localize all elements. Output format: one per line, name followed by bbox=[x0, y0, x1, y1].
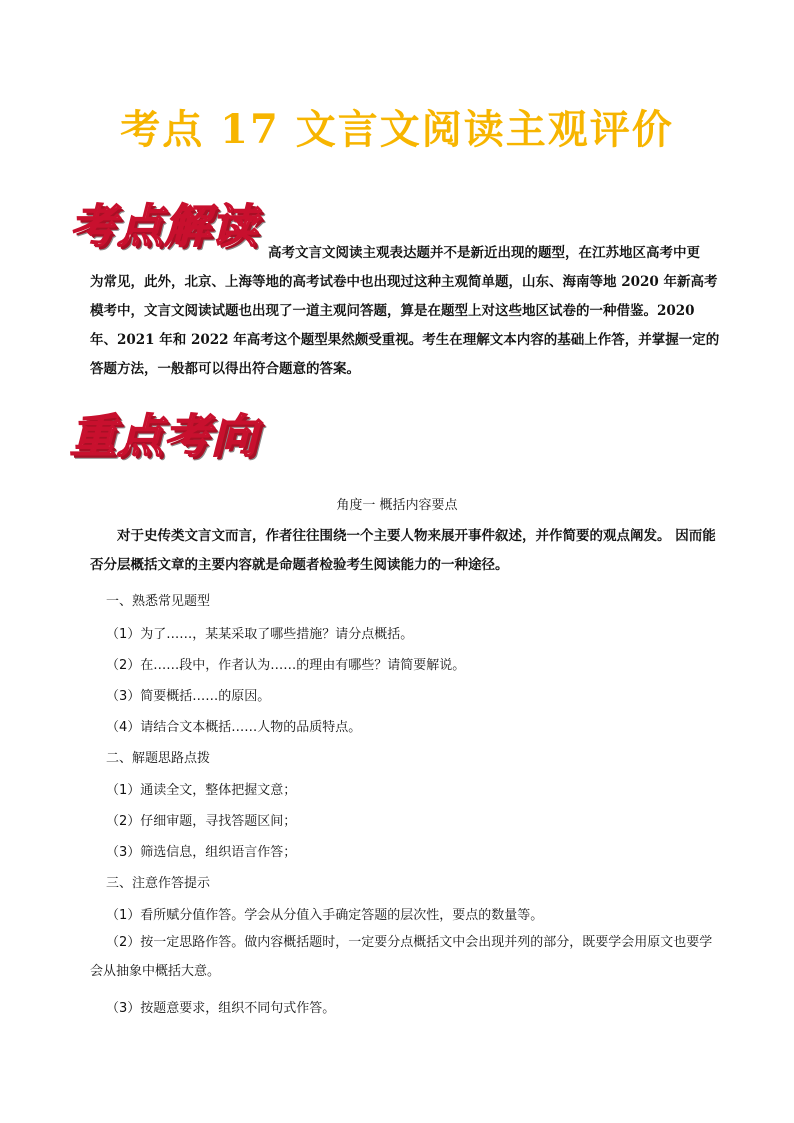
list-item: （1）通读全文，整体把握文意； bbox=[106, 783, 297, 798]
list-item: （1）看所赋分值作答。学会从分值入手确定答题的层次性，要点的数量等。 bbox=[106, 908, 544, 923]
list-item: （4）请结合文本概括……人物的品质特点。 bbox=[106, 720, 362, 735]
page-title: 考点 17 文言文阅读主观评价 bbox=[120, 106, 674, 153]
heading-approach: 二、解题思路点拨 bbox=[106, 751, 211, 766]
intro-first-line: 高考文言文阅读主观表达题并不是新近出现的题型，在江苏地区高考中更 bbox=[268, 245, 700, 261]
list-item: （3）筛选信息，组织语言作答； bbox=[106, 845, 297, 860]
list-item: （3）简要概括……的原因。 bbox=[106, 689, 271, 704]
list-item: （2）在……段中，作者认为……的理由有哪些？请简要解说。 bbox=[106, 658, 466, 673]
intro-paragraph: 为常见，此外，北京、上海等地的高考试卷中也出现过这种主观简单题，山东、海南等地 2020 年新高考模考中，文言文阅读试题也出现了一道主观问答题，算是在题型上对这些地区试卷的一种借鉴。2020 年、2021 年和 2022 年高考这个题型果然颇受重视。考生在理解文本内容的基础上作答，并掌握一定的答题方法，一般都可以得出符合题意的答案。 bbox=[90, 274, 720, 377]
list-item: （3）按题意要求，组织不同句式作答。 bbox=[106, 1001, 336, 1016]
lead-paragraph: 对于史传类文言文而言，作者往往围绕一个主要人物来展开事件叙述，并作简要的观点阐发。 因而能否分层概括文章的主要内容就是命题者检验考生阅读能力的一种途径。 bbox=[90, 528, 716, 573]
heading-tips: 三、注意作答提示 bbox=[106, 876, 211, 891]
list-item: （2）按一定思路作答。做内容概括题时，一定要分点概括文中会出现并列的部分，既要学会用原文也要学会从抽象中概括大意。 bbox=[90, 935, 713, 979]
section-label-focus: 重点考向 bbox=[70, 409, 258, 463]
list-item: （2）仔细审题，寻找答题区间； bbox=[106, 814, 297, 829]
angle-heading: 角度一 概括内容要点 bbox=[336, 498, 458, 513]
heading-common-types: 一、熟悉常见题型 bbox=[106, 594, 211, 609]
section-label-interpret: 考点解读 bbox=[70, 199, 258, 253]
list-item: （1）为了……，某某采取了哪些措施？请分点概括。 bbox=[106, 627, 414, 642]
